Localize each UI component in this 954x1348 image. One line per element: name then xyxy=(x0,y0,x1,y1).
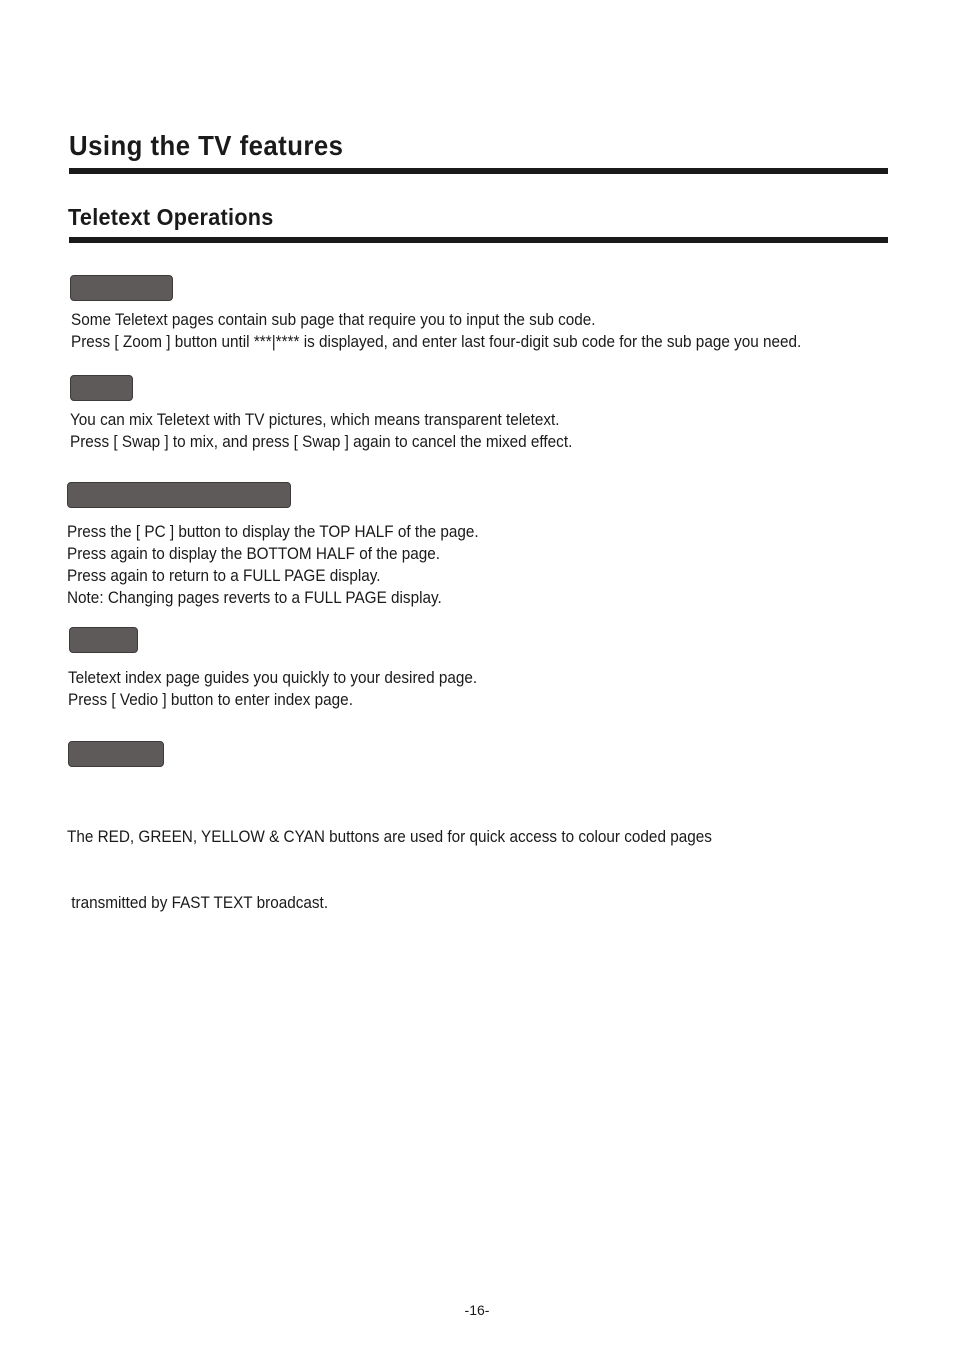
page-title: Using the TV features xyxy=(69,130,344,161)
text-line: Press again to display the BOTTOM HALF of the page. xyxy=(67,544,441,563)
text-line: You can mix Teletext with TV pictures, which means transparent teletext. xyxy=(70,410,560,429)
section-label-size xyxy=(67,482,291,508)
text-line: The RED, GREEN, YELLOW & CYAN buttons are used for quick access to colour coded pages xyxy=(67,827,712,846)
text-line: Press again to return to a FULL PAGE display. xyxy=(67,566,381,585)
section-label-mix xyxy=(70,375,133,401)
paragraph-mix xyxy=(70,409,572,453)
text-line: Press [ Swap ] to mix, and press [ Swap ] again to cancel the mixed effect. xyxy=(70,432,573,451)
title-divider xyxy=(69,168,888,174)
text-line: transmitted by FAST TEXT broadcast. xyxy=(67,893,329,912)
section-title: Teletext Operations xyxy=(68,204,274,230)
paragraph-size xyxy=(67,521,479,609)
text-line: Press the [ PC ] button to display the TOP HALF of the page. xyxy=(67,522,479,541)
text-line: Press [ Zoom ] button until ***|**** is displayed, and enter last four-digit sub code for the sub page you need. xyxy=(71,332,802,351)
text-line: Press [ Vedio ] button to enter index page. xyxy=(68,690,353,709)
paragraph-index xyxy=(68,667,477,711)
paragraph-subcode xyxy=(71,309,801,353)
section-label-index xyxy=(69,627,138,653)
text-line: Note: Changing pages reverts to a FULL PAGE display. xyxy=(67,588,442,607)
section-divider xyxy=(69,237,888,243)
page-number: -16- xyxy=(464,1302,490,1318)
text-line: Teletext index page guides you quickly to your desired page. xyxy=(68,668,478,687)
text-line: Some Teletext pages contain sub page that require you to input the sub code. xyxy=(71,310,596,329)
section-label-subcode xyxy=(70,275,173,301)
paragraph-fasttext xyxy=(67,782,712,936)
section-label-fasttext xyxy=(68,741,164,767)
